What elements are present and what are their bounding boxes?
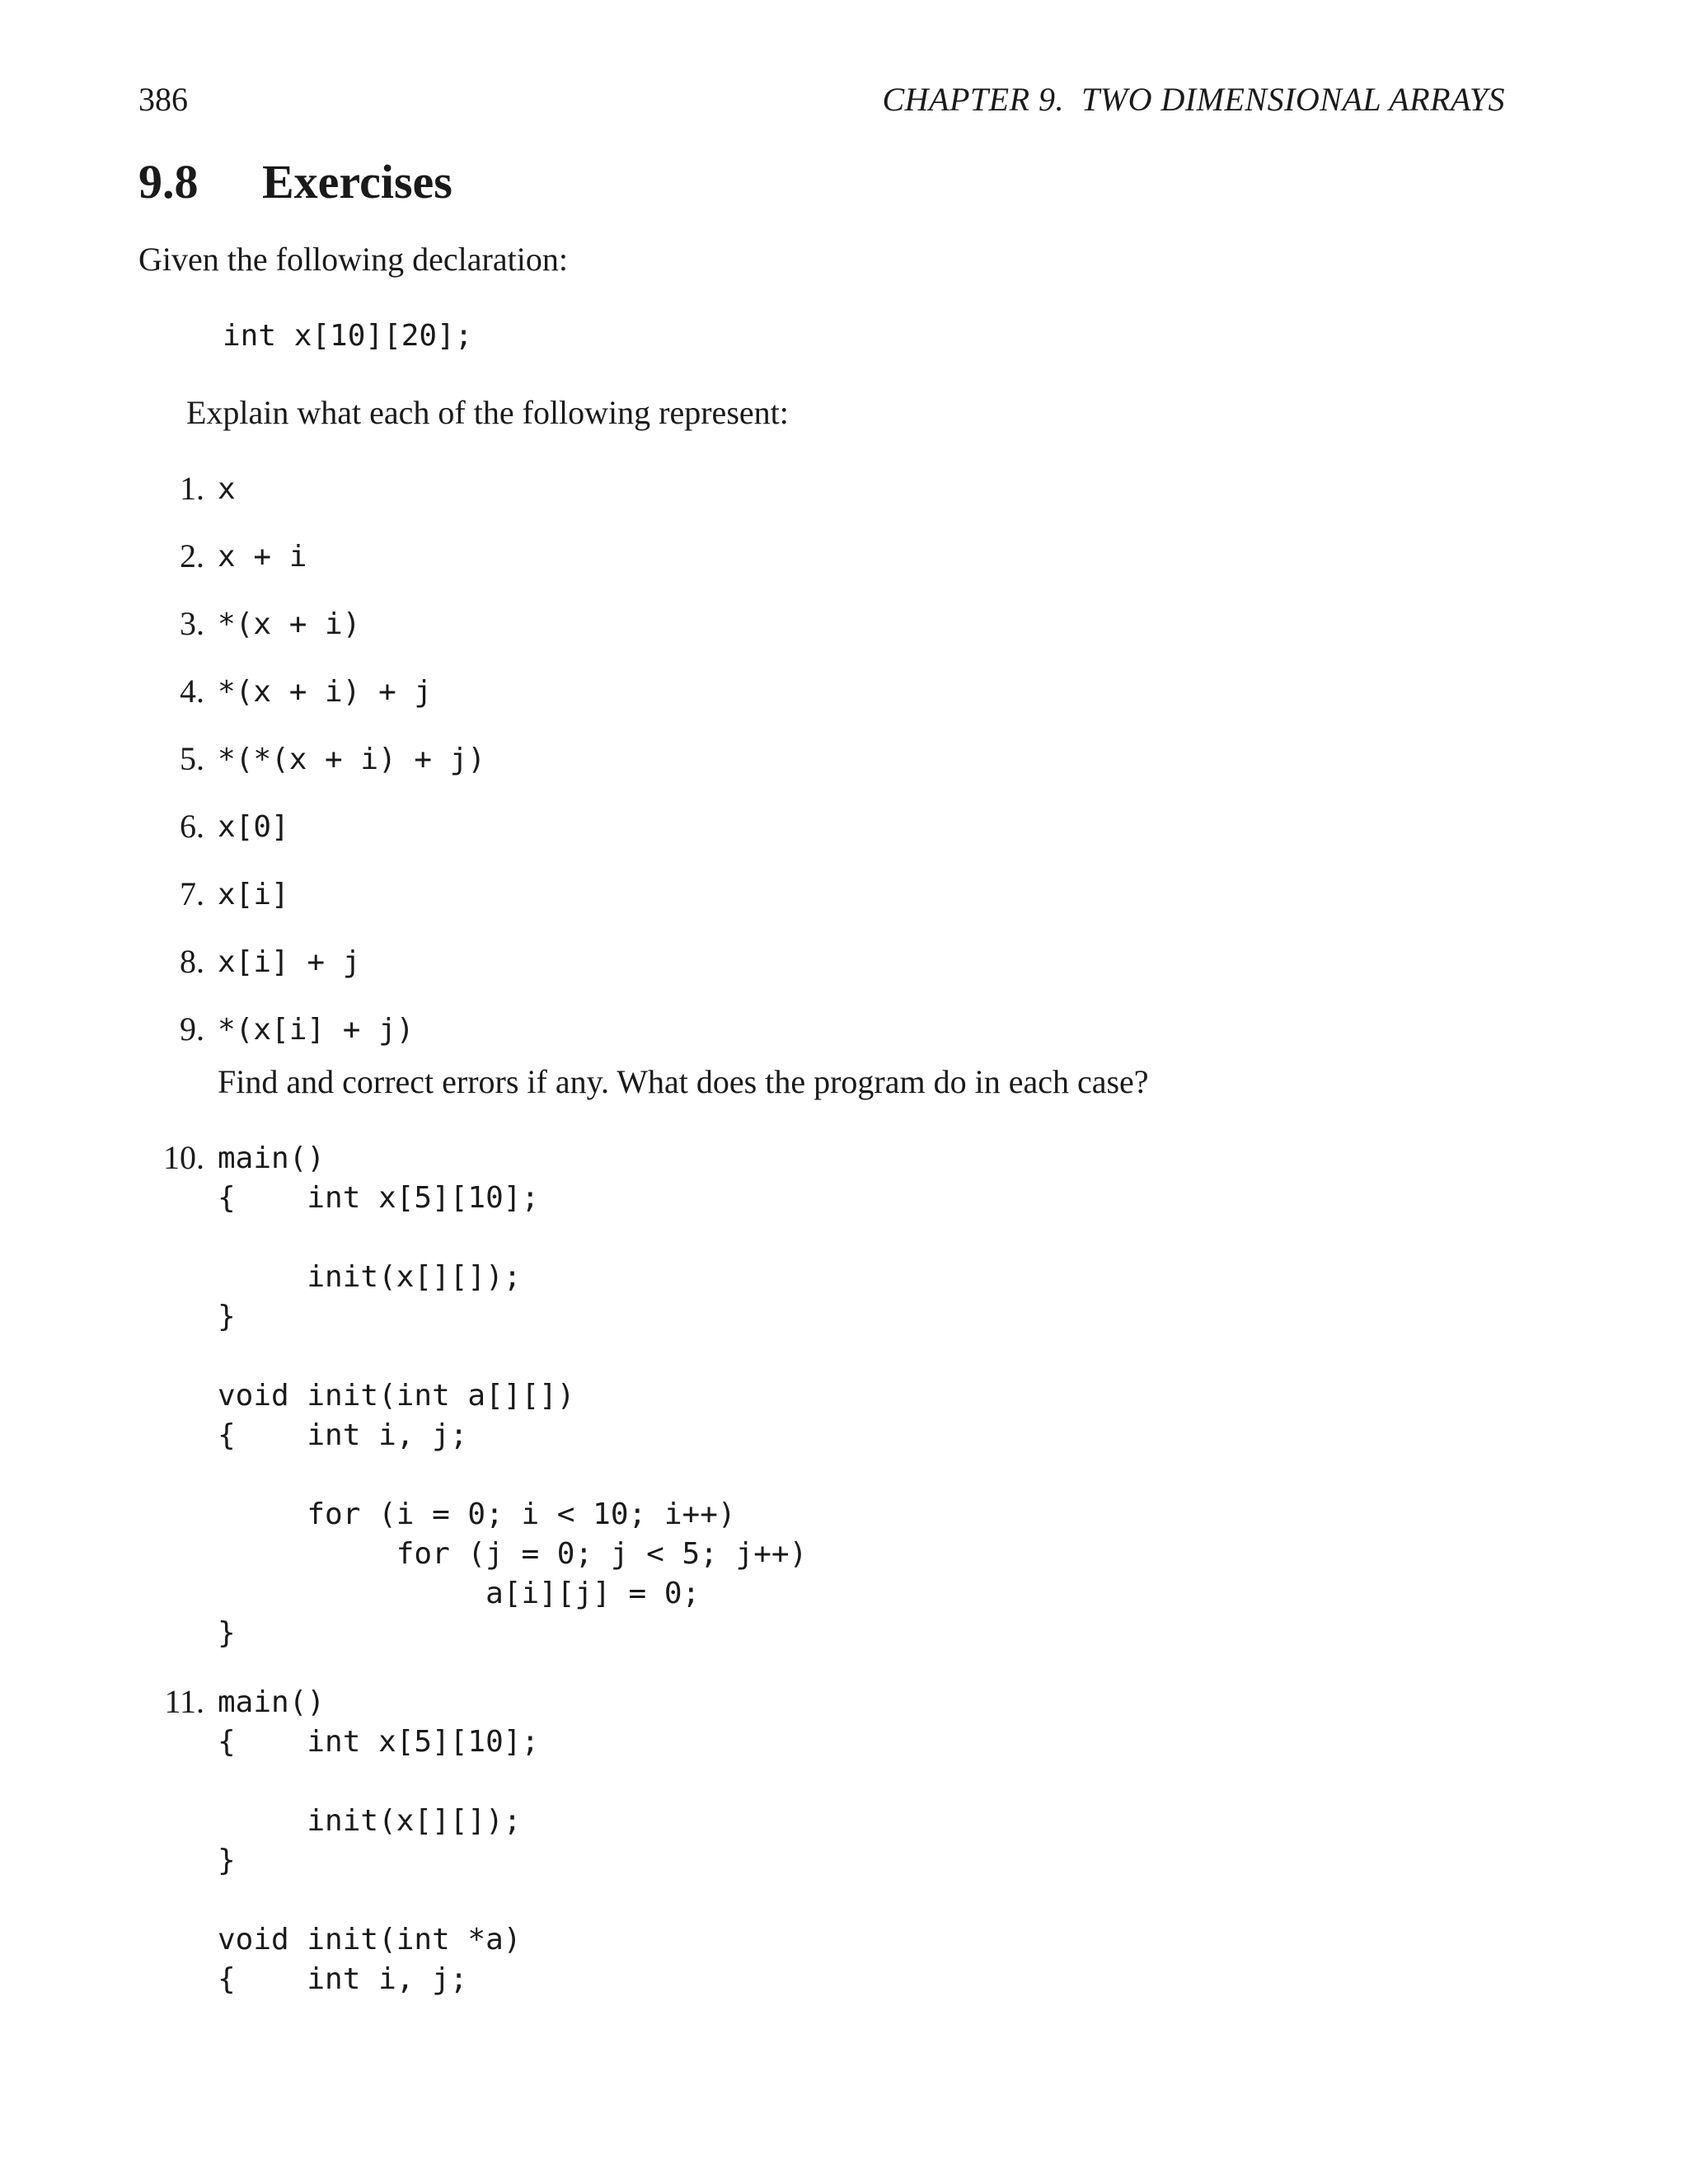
- code-line: { int i, j;: [218, 1418, 468, 1452]
- code-line: }: [218, 1300, 236, 1333]
- exercise-number: 11.: [164, 1683, 204, 1720]
- list-item-code: x + i: [218, 540, 307, 574]
- find-errors-instruction: Find and correct errors if any. What does the program do in each case?: [218, 1063, 1149, 1100]
- section-title: Exercises: [262, 155, 452, 209]
- list-item-number: 6.: [180, 808, 204, 845]
- list-item-code: x: [218, 472, 236, 506]
- list-item-number: 3.: [180, 605, 204, 642]
- list-item-code: *(x[i] + j): [218, 1013, 415, 1047]
- intro-text: Given the following declaration:: [138, 241, 568, 278]
- code-line: { int i, j;: [218, 1962, 468, 1996]
- code-line: { int x[5][10];: [218, 1181, 540, 1215]
- list-item-code: *(*(x + i) + j): [218, 743, 486, 776]
- page-number: 386: [138, 81, 188, 118]
- code-line: }: [218, 1844, 236, 1877]
- list-item-code: x[i] + j: [218, 945, 361, 979]
- code-line: void init(int *a): [218, 1923, 522, 1957]
- code-line: for (i = 0; i < 10; i++): [218, 1497, 736, 1531]
- list-item-number: 1.: [180, 470, 204, 507]
- declaration-code: int x[10][20];: [223, 319, 473, 353]
- list-item-number: 4.: [180, 673, 204, 710]
- code-line: init(x[][]);: [218, 1260, 522, 1294]
- exercise-number: 10.: [163, 1139, 204, 1176]
- explain-instruction: Explain what each of the following represent:: [186, 394, 789, 431]
- running-head: CHAPTER 9. TWO DIMENSIONAL ARRAYS: [882, 81, 1505, 118]
- list-item-number: 5.: [180, 740, 204, 777]
- code-line: a[i][j] = 0;: [218, 1577, 701, 1610]
- section-number: 9.8: [138, 155, 199, 209]
- list-item-code: *(x + i): [218, 607, 361, 641]
- list-item-number: 2.: [180, 537, 204, 574]
- code-line: { int x[5][10];: [218, 1725, 540, 1759]
- list-item-code: x[0]: [218, 810, 289, 844]
- code-line: main(): [218, 1141, 326, 1175]
- list-item-code: x[i]: [218, 878, 289, 912]
- code-line: for (j = 0; j < 5; j++): [218, 1537, 808, 1571]
- list-item-number: 8.: [180, 943, 204, 980]
- list-item-code: *(x + i) + j: [218, 675, 433, 709]
- list-item-number: 7.: [180, 875, 204, 912]
- code-line: init(x[][]);: [218, 1804, 522, 1838]
- code-line: }: [218, 1616, 236, 1650]
- code-line: void init(int a[][]): [218, 1379, 575, 1413]
- code-line: main(): [218, 1685, 326, 1719]
- list-item-number: 9.: [180, 1010, 204, 1047]
